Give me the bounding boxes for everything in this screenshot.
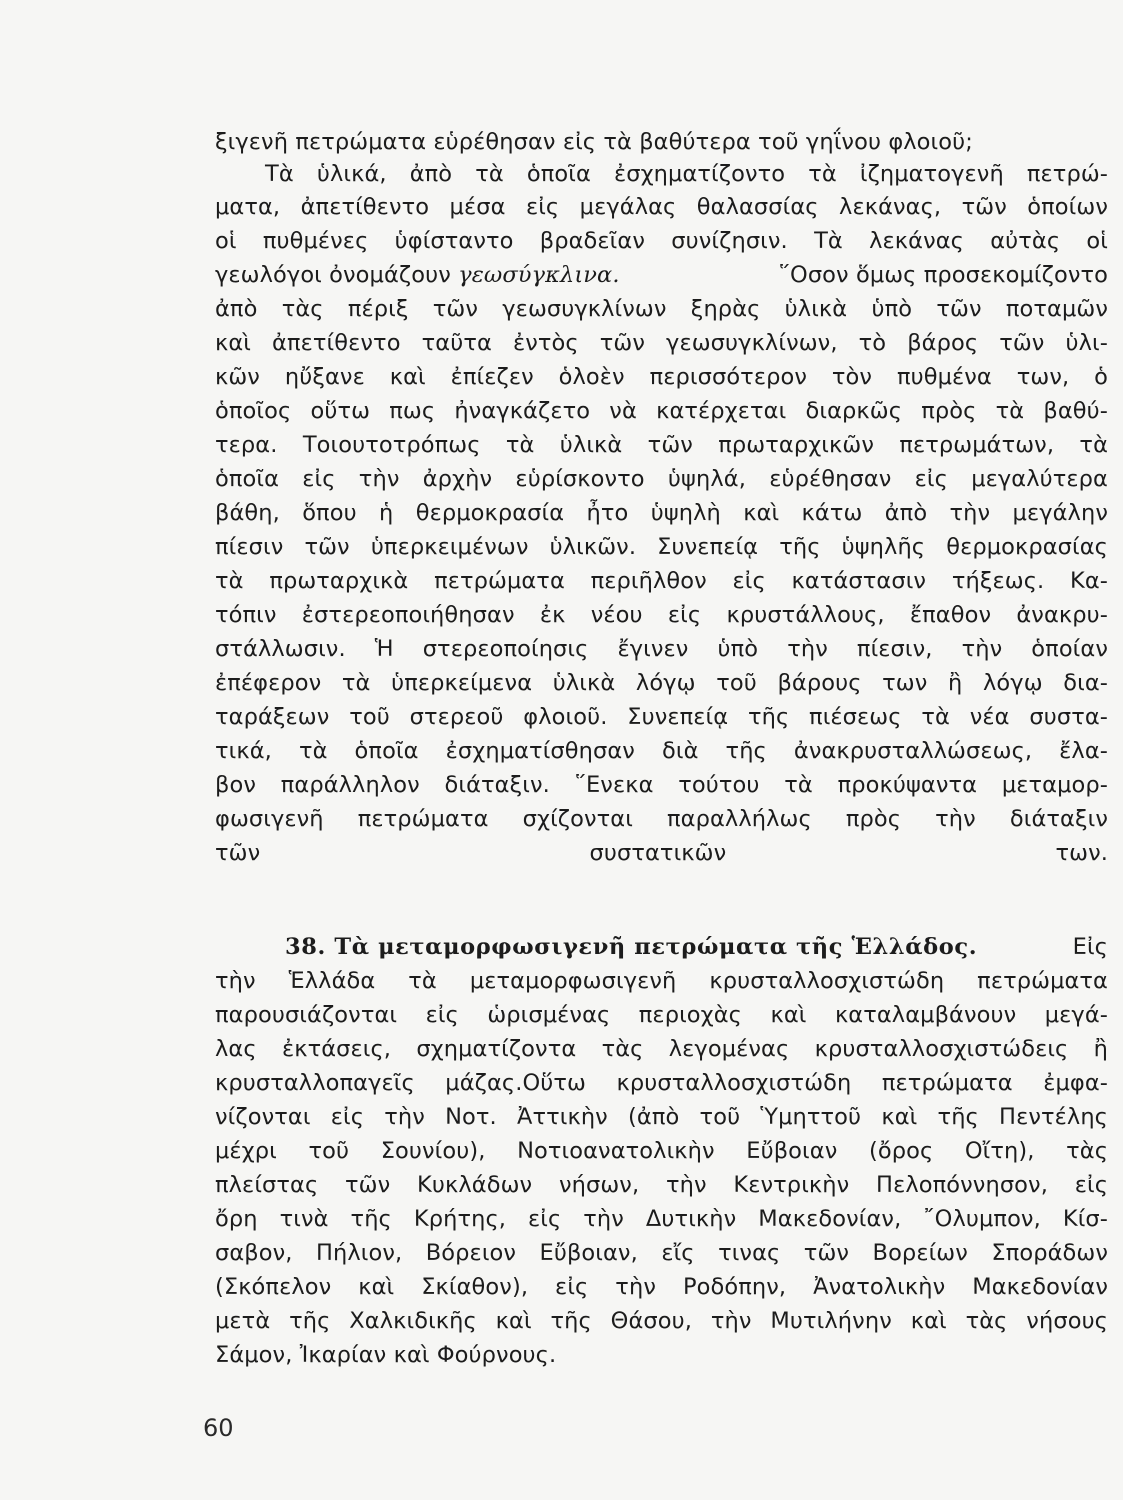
text-line: κῶν ηὔξανε καὶ ἐπίεζεν ὁλοὲν περισσότερον τὸν πυθμένα των, ὁ (215, 364, 1108, 390)
text-line: φωσιγενῆ πετρώματα σχίζονται παραλλήλως πρὸς τὴν διάταξιν (215, 806, 1108, 832)
text-line: Σάμον, Ἰκαρίαν καὶ Φούρνους. (215, 1342, 557, 1368)
text-line: πλείστας τῶν Κυκλάδων νήσων, τὴν Κεντρικὴν Πελοπόννησον, εἰς (215, 1172, 1108, 1198)
text-line: οἱ πυθμένες ὑφίσταντο βραδεῖαν συνίζησιν. Τὰ λεκάνας αὐτὰς οἱ (215, 228, 1108, 254)
text-fragment: Εἰς (1072, 934, 1108, 960)
text-line: ταράξεων τοῦ στερεοῦ φλοιοῦ. Συνεπείᾳ τῆς πιέσεως τὰ νέα συστα- (215, 704, 1108, 730)
text-line: ματα, ἀπετίθεντο μέσα εἰς μεγάλας θαλασσίας λεκάνας, τῶν ὁποίων (215, 194, 1108, 220)
text-line (215, 260, 1108, 290)
text-fragment: ῞Οσον ὅμως προσεκομίζοντο (778, 262, 1108, 288)
text-line: (Σκόπελον καὶ Σκίαθον), εἰς τὴν Ροδόπην, Ἀνατολικὴν Μακεδονίαν (215, 1274, 1108, 1300)
text-line: μέχρι τοῦ Σουνίου), Νοτιοανατολικὴν Εὔβοιαν (ὄρος Οἴτη), τὰς (215, 1138, 1108, 1164)
text-line: καὶ ἀπετίθεντο ταῦτα ἐντὸς τῶν γεωσυγκλίνων, τὸ βάρος τῶν ὑλι- (215, 330, 1108, 356)
text-fragment: γεωλόγοι ὀνομάζουν (215, 262, 451, 288)
text-line: ὄρη τινὰ τῆς Κρήτης, εἰς τὴν Δυτικὴν Μακεδονίαν, ῎Ολυμπον, Κίσ- (215, 1206, 1108, 1232)
text-line: τὰ πρωταρχικὰ πετρώματα περιῆλθον εἰς κατάστασιν τήξεως. Κα- (215, 568, 1108, 594)
text-line (215, 872, 1108, 902)
text-line: Τὰ ὑλικά, ἀπὸ τὰ ὁποῖα ἐσχηματίζοντο τὰ ἰζηματογενῆ πετρώ- (265, 161, 1108, 187)
text-line: στάλλωσιν. Ἡ στερεοποίησις ἔγινεν ὑπὸ τὴν πίεσιν, τὴν ὁποίαν (215, 636, 1108, 662)
italic-term: γεωσύγκλινα. (458, 262, 620, 288)
text-line: κρυσταλλοπαγεῖς μάζας.Οὕτω κρυσταλλοσχιστώδη πετρώματα ἐμφα- (215, 1070, 1108, 1096)
text-line: τόπιν ἐστερεοποιήθησαν ἐκ νέου εἰς κρυστάλλους, ἔπαθον ἀνακρυ- (215, 602, 1108, 628)
text-line: λας ἐκτάσεις, σχηματίζοντα τὰς λεγομένας κρυσταλλοσχιστώδεις ἢ (215, 1036, 1108, 1062)
text-line: σαβον, Πήλιον, Βόρειον Εὔβοιαν, εἴς τινας τῶν Βορείων Σποράδων (215, 1240, 1108, 1266)
text-line: ξιγενῆ πετρώματα εὑρέθησαν εἰς τὰ βαθύτερα τοῦ γηΐνου φλοιοῦ; (215, 129, 973, 155)
text-line: τὴν Ἑλλάδα τὰ μεταμορφωσιγενῆ κρυσταλλοσχιστώδη πετρώματα (215, 968, 1108, 994)
section-heading: 38. Τὰ μεταμορφωσιγενῆ πετρώματα τῆς Ἑλλάδος. (285, 934, 978, 960)
text-line: τικά, τὰ ὁποῖα ἐσχηματίσθησαν διὰ τῆς ἀνακρυσταλλώσεως, ἔλα- (215, 738, 1108, 764)
text-line: παρουσιάζονται εἰς ὡρισμένας περιοχὰς καὶ καταλαμβάνουν μεγά- (215, 1002, 1108, 1028)
section-heading-line (285, 932, 1108, 962)
text-line: τερα. Τοιουτοτρόπως τὰ ὑλικὰ τῶν πρωταρχικῶν πετρωμάτων, τὰ (215, 432, 1108, 458)
text-line: ἀπὸ τὰς πέριξ τῶν γεωσυγκλίνων ξηρὰς ὑλικὰ ὑπὸ τῶν ποταμῶν (215, 296, 1108, 322)
text-line: ὁποῖα εἰς τὴν ἀρχὴν εὑρίσκοντο ὑψηλά, εὑρέθησαν εἰς μεγαλύτερα (215, 466, 1108, 492)
page-number: 60 (203, 1414, 234, 1442)
text-line: νίζονται εἰς τὴν Νοτ. Ἀττικὴν (ἀπὸ τοῦ Ὑμηττοῦ καὶ τῆς Πεντέλης (215, 1104, 1108, 1130)
text-line: μετὰ τῆς Χαλκιδικῆς καὶ τῆς Θάσου, τὴν Μυτιλήνην καὶ τὰς νήσους (215, 1308, 1108, 1334)
text-line: τῶν συστατικῶν των. (215, 840, 1108, 866)
text-line: ἐπέφερον τὰ ὑπερκείμενα ὑλικὰ λόγῳ τοῦ βάρους των ἢ λόγῳ δια- (215, 670, 1108, 696)
text-line: ὁποῖος οὕτω πως ἠναγκάζετο νὰ κατέρχεται διαρκῶς πρὸς τὰ βαθύ- (215, 398, 1108, 424)
text-line: βάθη, ὅπου ἡ θερμοκρασία ἦτο ὑψηλὴ καὶ κάτω ἀπὸ τὴν μεγάλην (215, 500, 1108, 526)
text-line: πίεσιν τῶν ὑπερκειμένων ὑλικῶν. Συνεπείᾳ τῆς ὑψηλῆς θερμοκρασίας (215, 534, 1108, 560)
text-line: βον παράλληλον διάταξιν. ῞Ενεκα τούτου τὰ προκύψαντα μεταμορ- (215, 772, 1108, 798)
